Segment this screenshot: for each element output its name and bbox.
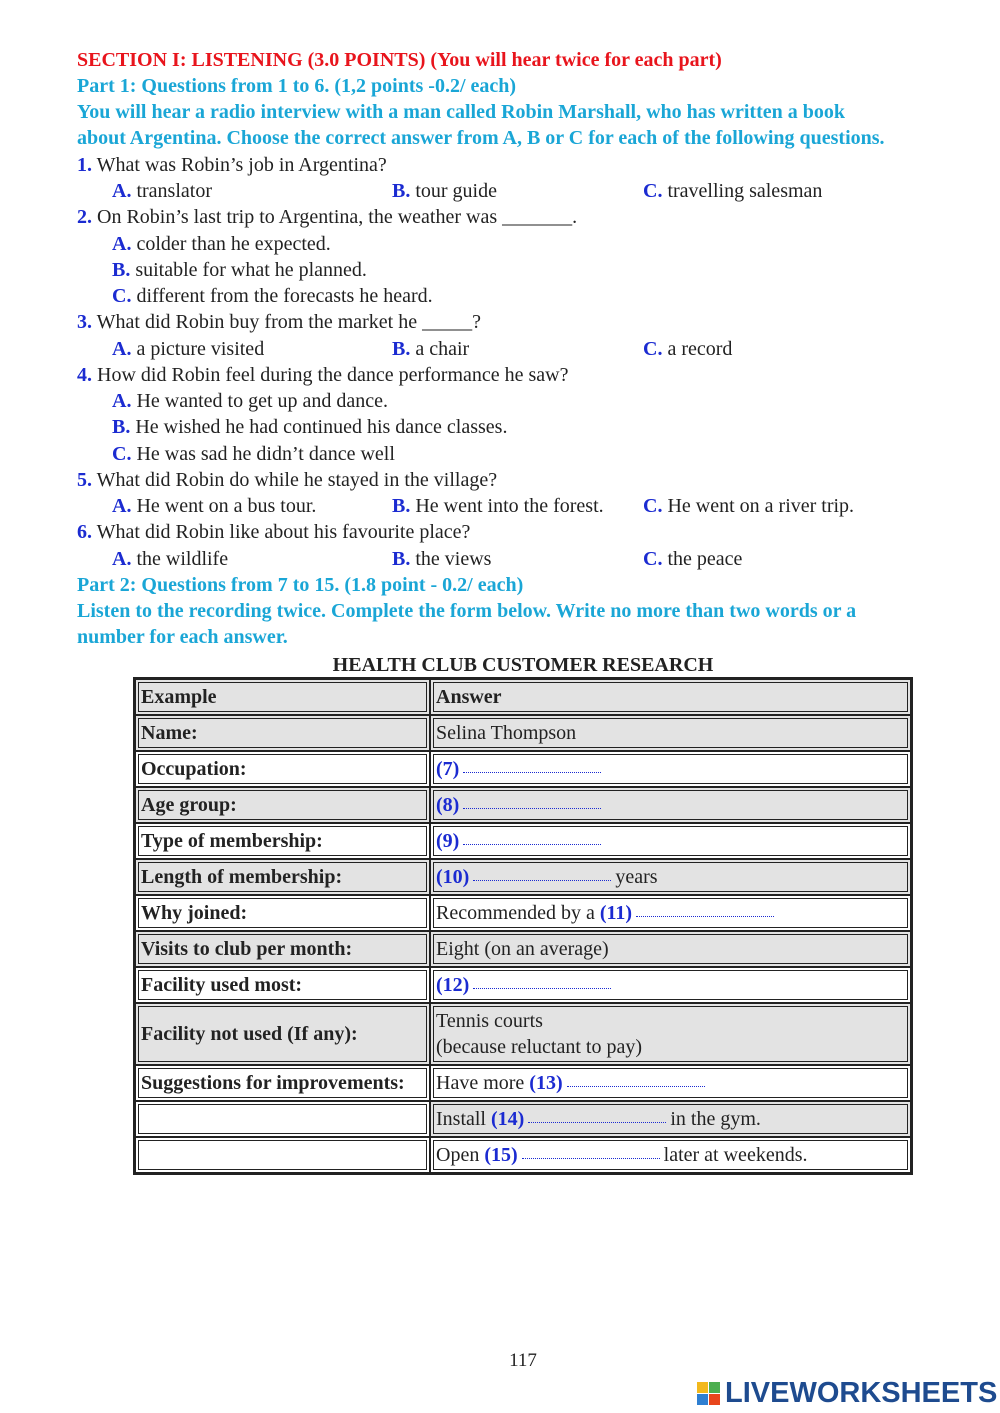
q6-option-a[interactable] <box>112 546 228 572</box>
option-letter: B. <box>392 495 411 517</box>
option-text: a picture visited <box>136 338 265 360</box>
q3-option-c[interactable] <box>643 336 732 362</box>
row-label <box>135 1137 430 1173</box>
row-label: Type of membership: <box>135 823 430 859</box>
option-letter: B. <box>392 338 411 360</box>
question-number: 6. <box>77 521 92 543</box>
part1-instruction-line1: You will hear a radio interview with a man called Robin Marshall, who has written a book <box>77 101 845 123</box>
table-row <box>135 967 911 1003</box>
answer-line: Tennis courts <box>436 1010 543 1032</box>
q3-option-a[interactable] <box>112 336 264 362</box>
row-answer <box>430 787 911 823</box>
question-text: What did Robin do while he stayed in the village? <box>96 469 498 491</box>
question-number: 3. <box>77 311 92 333</box>
row-label: Length of membership: <box>135 859 430 895</box>
blank-number: (11) <box>599 902 633 924</box>
option-text: He went on a bus tour. <box>136 495 317 517</box>
part1-title: Part 1: Questions from 1 to 6. (1,2 points -0.2/ each) <box>77 75 517 97</box>
option-text: different from the forecasts he heard. <box>136 285 433 307</box>
table-row <box>135 1065 911 1101</box>
option-letter: B. <box>392 180 411 202</box>
option-letter: A. <box>112 390 132 412</box>
option-letter: C. <box>643 548 663 570</box>
row-label <box>135 1101 430 1137</box>
question-text: What did Robin like about his favourite place? <box>96 521 471 543</box>
option-letter: A. <box>112 180 132 202</box>
table-row <box>135 1137 911 1173</box>
question-6 <box>77 519 470 545</box>
option-text: He went on a river trip. <box>667 495 855 517</box>
option-text: He went into the forest. <box>415 495 604 517</box>
blank-number: (15) <box>484 1144 518 1166</box>
answer-blank-9[interactable] <box>463 836 601 845</box>
row-label: Example <box>135 679 430 715</box>
option-text: suitable for what he planned. <box>135 259 367 281</box>
q2-option-a[interactable] <box>112 231 331 257</box>
question-text: What was Robin’s job in Argentina? <box>96 154 387 176</box>
answer-suffix: later at weekends. <box>663 1144 808 1166</box>
option-text: a chair <box>415 338 470 360</box>
blank-number: (13) <box>529 1072 563 1094</box>
table-row <box>135 931 911 967</box>
question-text: What did Robin buy from the market he _____? <box>96 311 481 333</box>
table-row <box>135 787 911 823</box>
row-label: Occupation: <box>135 751 430 787</box>
q4-option-a[interactable] <box>112 388 388 414</box>
row-answer <box>430 967 911 1003</box>
option-text: translator <box>136 180 212 202</box>
row-label: Visits to club per month: <box>135 931 430 967</box>
option-letter: B. <box>112 416 131 438</box>
option-text: He wanted to get up and dance. <box>136 390 389 412</box>
question-number: 2. <box>77 206 92 228</box>
row-answer <box>430 1137 911 1173</box>
q4-option-c[interactable] <box>112 441 395 467</box>
option-letter: C. <box>643 495 663 517</box>
row-answer <box>430 859 911 895</box>
answer-suffix: years <box>615 866 658 888</box>
table-row <box>135 751 911 787</box>
option-text: colder than he expected. <box>136 233 331 255</box>
answer-prefix: Install <box>436 1108 486 1130</box>
answer-blank-14[interactable] <box>528 1114 666 1123</box>
q1-option-b[interactable] <box>392 178 497 204</box>
option-letter: C. <box>643 180 663 202</box>
question-3 <box>77 309 481 335</box>
answer-blank-13[interactable] <box>567 1078 705 1087</box>
option-letter: B. <box>112 259 131 281</box>
part1-instruction-line2: about Argentina. Choose the correct answer from A, B or C for each of the following questions. <box>77 127 885 149</box>
question-4 <box>77 362 569 388</box>
answer-suffix: in the gym. <box>670 1108 761 1130</box>
q3-option-b[interactable] <box>392 336 469 362</box>
blank-number: (10) <box>436 866 470 888</box>
row-label: Facility used most: <box>135 967 430 1003</box>
q6-option-b[interactable] <box>392 546 491 572</box>
question-text: How did Robin feel during the dance performance he saw? <box>97 364 569 386</box>
blank-number: (7) <box>436 758 460 780</box>
question-number: 5. <box>77 469 92 491</box>
row-answer <box>430 751 911 787</box>
option-text: the views <box>415 548 492 570</box>
blank-number: (14) <box>491 1108 525 1130</box>
answer-prefix: Recommended by a <box>436 902 595 924</box>
answer-blank-11[interactable] <box>636 908 774 917</box>
question-2 <box>77 204 577 230</box>
row-answer: Selina Thompson <box>430 715 911 751</box>
logo-text: LIVEWORKSHEETS <box>725 1377 998 1409</box>
part2-instruction-line2: number for each answer. <box>77 626 288 648</box>
row-answer <box>430 1065 911 1101</box>
table-row <box>135 823 911 859</box>
q5-option-a[interactable] <box>112 493 316 519</box>
row-answer <box>430 823 911 859</box>
answer-prefix: Open <box>436 1144 480 1166</box>
blank-number: (12) <box>436 974 470 996</box>
table-row <box>135 859 911 895</box>
liveworksheets-logo-icon <box>697 1382 721 1406</box>
answer-blank-15[interactable] <box>522 1150 660 1159</box>
row-label: Why joined: <box>135 895 430 931</box>
row-answer <box>430 1003 911 1065</box>
table-row <box>135 715 911 751</box>
option-text: the wildlife <box>136 548 229 570</box>
q1-option-a[interactable] <box>112 178 212 204</box>
blank-number: (8) <box>436 794 460 816</box>
answer-blank-12[interactable] <box>473 980 611 989</box>
question-text: On Robin’s last trip to Argentina, the weather was _______. <box>97 206 578 228</box>
option-letter: A. <box>112 233 132 255</box>
answer-blank-8[interactable] <box>463 800 601 809</box>
answer-blank-7[interactable] <box>463 764 601 773</box>
option-letter: A. <box>112 338 132 360</box>
answer-prefix: Have more <box>436 1072 525 1094</box>
option-text: He wished he had continued his dance classes. <box>135 416 508 438</box>
form-title: HEALTH CLUB CUSTOMER RESEARCH <box>332 654 714 676</box>
table-row <box>135 1101 911 1137</box>
answer-line: (because reluctant to pay) <box>436 1036 643 1058</box>
option-letter: B. <box>392 548 411 570</box>
option-text: tour guide <box>415 180 497 202</box>
option-letter: C. <box>112 285 132 307</box>
health-club-form-table <box>133 677 913 1175</box>
q4-option-b[interactable] <box>112 414 507 440</box>
question-5 <box>77 467 497 493</box>
option-text: a record <box>667 338 733 360</box>
row-answer <box>430 895 911 931</box>
table-row <box>135 1003 911 1065</box>
row-label: Name: <box>135 715 430 751</box>
table-row <box>135 895 911 931</box>
liveworksheets-logo[interactable] <box>697 1375 998 1411</box>
row-label: Facility not used (If any): <box>135 1003 430 1065</box>
part2-instruction-line1: Listen to the recording twice. Complete the form below. Write no more than two words or a <box>77 600 857 622</box>
option-text: the peace <box>667 548 743 570</box>
q1-option-c[interactable] <box>643 178 822 204</box>
row-label: Suggestions for improvements: <box>135 1065 430 1101</box>
q5-option-b[interactable] <box>392 493 604 519</box>
row-answer: Eight (on an average) <box>430 931 911 967</box>
q5-option-c[interactable] <box>643 493 854 519</box>
row-label: Age group: <box>135 787 430 823</box>
question-number: 1. <box>77 154 92 176</box>
row-answer: Answer <box>430 679 911 715</box>
section-title: SECTION I: LISTENING (3.0 POINTS) (You will hear twice for each part) <box>77 49 722 71</box>
q6-option-c[interactable] <box>643 546 742 572</box>
page-number: 117 <box>509 1350 537 1371</box>
answer-blank-10[interactable] <box>473 872 611 881</box>
option-letter: A. <box>112 495 132 517</box>
option-letter: A. <box>112 548 132 570</box>
q2-option-c[interactable] <box>112 283 433 309</box>
q2-option-b[interactable] <box>112 257 367 283</box>
blank-number: (9) <box>436 830 460 852</box>
part2-title: Part 2: Questions from 7 to 15. (1.8 point - 0.2/ each) <box>77 574 524 596</box>
row-answer <box>430 1101 911 1137</box>
option-letter: C. <box>643 338 663 360</box>
option-letter: C. <box>112 443 132 465</box>
question-number: 4. <box>77 364 92 386</box>
option-text: He was sad he didn’t dance well <box>136 443 395 465</box>
table-row <box>135 679 911 715</box>
question-1 <box>77 152 387 178</box>
option-text: travelling salesman <box>667 180 823 202</box>
